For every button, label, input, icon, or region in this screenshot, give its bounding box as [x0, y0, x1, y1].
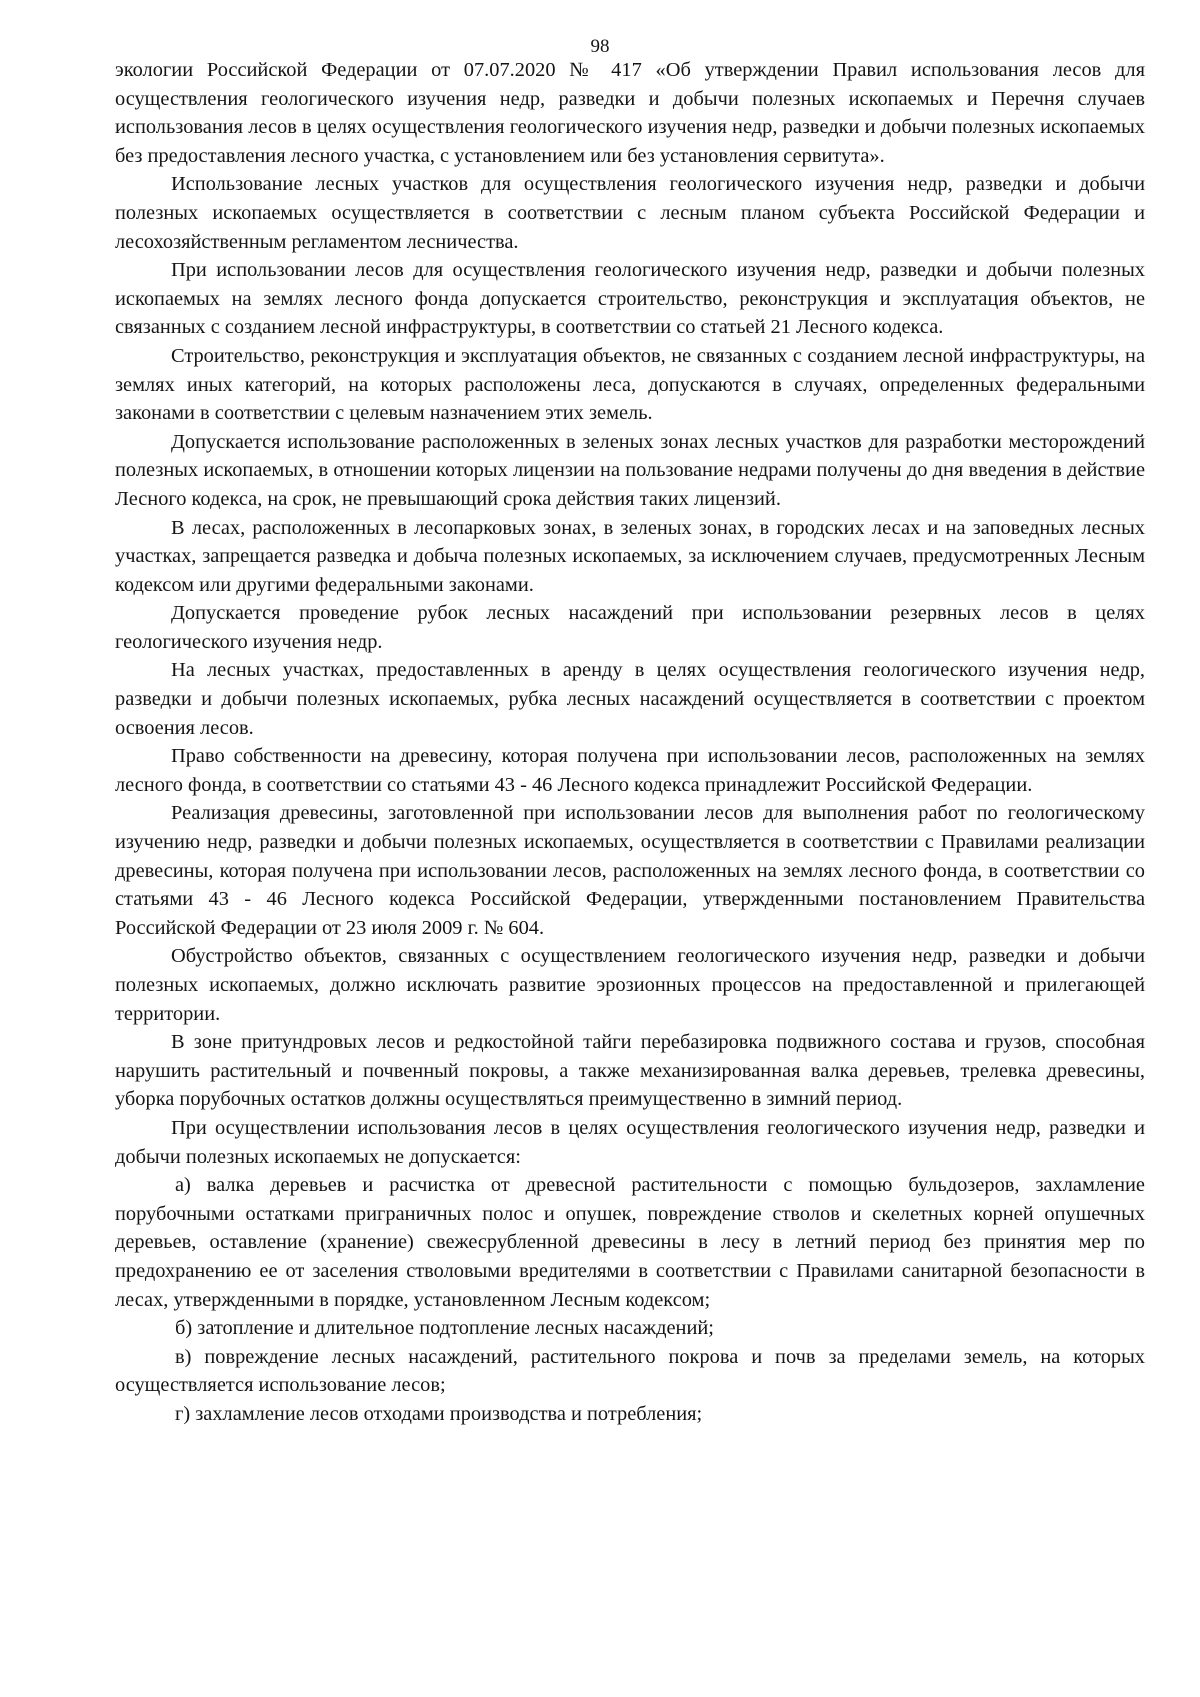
paragraph-continuation: экологии Российской Федерации от 07.07.2020 № 417 «Об утверждении Правил использования лесов для осуществления геологического изучения недр, разведки и добычи полезных ископаемых и Перечня случаев использования лесов в целях осуществления геологического изучения недр, разведки и добычи полезных ископаемых без предоставления лесного участка, с установлением или без установления сервитута».	[115, 59, 1145, 167]
paragraph: Использование лесных участков для осуществления геологического изучения недр, разведки и добычи полезных ископаемых осуществляется в соответствии с лесным планом субъекта Российской Федерации и лесохозяйственным регламентом лесничества.	[115, 173, 1145, 253]
page-number: 98	[590, 36, 610, 57]
list-item: б) затопление и длительное подтопление лесных насаждений;	[175, 1317, 714, 1340]
paragraph: Обустройство объектов, связанных с осуществлением геологического изучения недр, разведки и добычи полезных ископаемых, должно исключать развитие эрозионных процессов на предоставленной и прилегающей территории.	[115, 945, 1145, 1025]
paragraph: В лесах, расположенных в лесопарковых зонах, в зеленых зонах, в городских лесах и на заповедных лесных участках, запрещается разведка и добыча полезных ископаемых, за исключением случаев, предусмотренных Лесным кодексом или другими федеральными законами.	[115, 516, 1145, 596]
paragraph: При использовании лесов для осуществления геологического изучения недр, разведки и добычи полезных ископаемых на землях лесного фонда допускается строительство, реконструкция и эксплуатация объектов, не связанных с созданием лесной инфраструктуры, в соответствии со статьей 21 Лесного кодекса.	[115, 259, 1145, 339]
paragraph: В зоне притундровых лесов и редкостойной тайги перебазировка подвижного состава и грузов, способная нарушить растительный и почвенный покровы, а также механизированная валка деревьев, трелевка древесины, уборка порубочных остатков должны осуществляться преимущественно в зимний период.	[115, 1031, 1145, 1111]
paragraph: Строительство, реконструкция и эксплуатация объектов, не связанных с созданием лесной инфраструктуры, на землях иных категорий, на которых расположены леса, допускаются в случаях, определенных федеральными законами в соответствии с целевым назначением этих земель.	[115, 344, 1145, 425]
list-item: в) повреждение лесных насаждений, растительного покрова и почв за пределами земель, на которых осуществляется использование лесов;	[115, 1345, 1145, 1397]
paragraph: Реализация древесины, заготовленной при использовании лесов для выполнения работ по геологическому изучению недр, разведки и добычи полезных ископаемых, осуществляется в соответствии с Правилами реализации древесины, которая получена при использовании лесов, расположенных на землях лесного фонда, в соответствии со статьями 43 - 46 Лесного кодекса Российской Федерации, утвержденными постановлением Правительства Российской Федерации от 23 июля 2009 г. № 604.	[115, 802, 1145, 939]
document-body	[115, 56, 1145, 1429]
list-item: а) валка деревьев и расчистка от древесной растительности с помощью бульдозеров, захламление порубочными остатками приграничных полос и опушек, повреждение стволов и скелетных корней опушечных деревьев, оставление (хранение) свежесрубленной древесины в лесу в летний период без принятия мер по предохранению ее от заселения стволовыми вредителями в соответствии с Правилами санитарной безопасности в лесах, утвержденными в порядке, установленном Лесным кодексом;	[115, 1174, 1145, 1311]
paragraph: При осуществлении использования лесов в целях осуществления геологического изучения недр, разведки и добычи полезных ископаемых не допускается:	[115, 1116, 1145, 1168]
paragraph: Право собственности на древесину, которая получена при использовании лесов, расположенных на землях лесного фонда, в соответствии со статьями 43 - 46 Лесного кодекса принадлежит Российской Федерации.	[115, 745, 1145, 796]
list-item: г) захламление лесов отходами производства и потребления;	[175, 1402, 703, 1425]
paragraph: Допускается проведение рубок лесных насаждений при использовании резервных лесов в целях геологического изучения недр.	[115, 602, 1145, 653]
paragraph: На лесных участках, предоставленных в аренду в целях осуществления геологического изучения недр, разведки и добычи полезных ископаемых, рубка лесных насаждений осуществляется в соответствии с проектом освоения лесов.	[115, 659, 1145, 739]
paragraph: Допускается использование расположенных в зеленых зонах лесных участков для разработки месторождений полезных ископаемых, в отношении которых лицензии на пользование недрами получены до дня введения в действие Лесного кодекса, на срок, не превышающий срока действия таких лицензий.	[115, 430, 1145, 510]
